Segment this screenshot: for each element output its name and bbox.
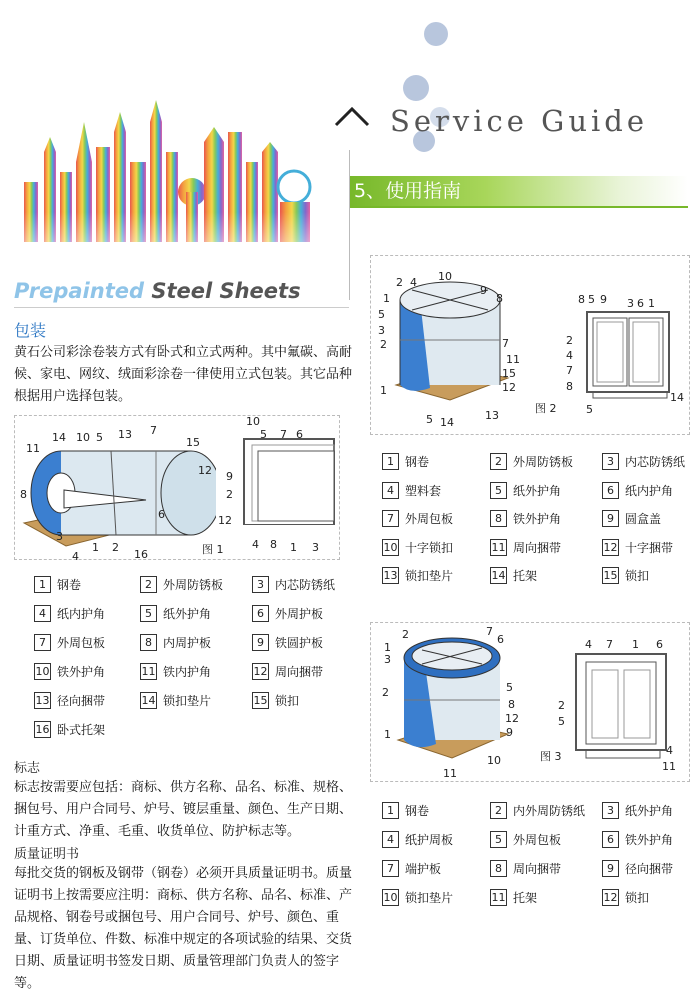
legend-label: 内芯防锈纸 [625,455,686,469]
figure3-callout: 1 [384,641,391,654]
legend-item [34,721,105,738]
legend-number: 2 [490,802,507,819]
legend-number: 5 [490,482,507,499]
section-underline [350,206,688,208]
legend-item [140,576,223,593]
legend-number: 3 [252,576,269,593]
service-guide-title: Service Guide [390,104,649,138]
figure3-cross-section-diagram [572,650,672,760]
legend-number: 7 [382,860,399,877]
figure1b-callout: 1 [290,541,297,554]
legend-item [382,453,429,470]
figure3-callout: 2 [382,686,389,699]
figure3b-callout: 11 [662,760,676,773]
figure3-callout: 12 [505,712,519,725]
legend-number: 6 [602,831,619,848]
figure2-callout: 2 [396,276,403,289]
legend-label: 锁扣垫片 [163,694,212,708]
legend-label: 周向捆带 [275,665,324,679]
figure2-callout: 5 [426,413,433,426]
legend-label: 外周防锈板 [513,455,574,469]
legend-label: 塑料套 [405,483,442,498]
brand-word-prepainted: Prepainted [14,279,145,303]
figure2-callout: 8 [496,292,503,305]
legend-item [34,634,105,651]
legend-number: 4 [34,605,51,622]
legend-number: 16 [35,723,50,736]
legend-item [34,576,81,593]
legend-label: 纸外护角 [163,607,212,621]
legend-number: 12 [253,665,268,678]
legend-number: 6 [252,605,269,622]
figure2-callout: 15 [502,367,516,380]
decor-dot [424,22,448,46]
legend-number: 15 [253,694,268,707]
legend-item [252,605,323,622]
figure2b-callout: 9 [600,293,607,306]
figure1b-callout: 2 [226,488,233,501]
legend-number: 10 [383,891,398,904]
legend-label: 铁外护角 [513,512,562,526]
figure3-callout: 9 [506,726,513,739]
figure3b-callout: 7 [606,638,613,651]
figure2b-callout: 5 [588,293,595,306]
figure1b-callout: 8 [270,538,277,551]
chevron-up-icon [333,104,371,128]
legend-number: 5 [140,605,157,622]
legend-label: 托架 [513,891,538,905]
figure2-callout: 9 [480,284,487,297]
legend-label: 径向捆带 [57,694,106,708]
legend-number: 14 [491,569,506,582]
legend-item [602,802,673,819]
legend-item [490,539,561,556]
figure3-callout: 2 [402,628,409,641]
legend-item [490,567,537,584]
figure3-callout: 5 [506,681,513,694]
legend-number: 10 [383,540,398,554]
figure1-callout: 16 [134,548,148,561]
legend-label: 径向捆带 [625,862,674,876]
legend-label: 锁扣垫片 [405,891,454,905]
figure3b-callout: 4 [666,744,673,757]
legend-label: 周向捆带 [513,540,562,555]
legend-label: 外周包板 [405,512,454,526]
legend-item [252,576,335,593]
legend-label: 纸护周板 [405,833,454,847]
legend-number: 10 [35,665,50,678]
legend-item [602,860,673,877]
legend-label: 铁外护角 [57,665,106,679]
legend-number: 8 [140,634,157,651]
legend-item [382,567,453,584]
legend-item [602,831,673,848]
figure2-callout: 7 [502,337,509,350]
figure1b-callout: 6 [296,428,303,441]
figure2b-callout: 1 [648,297,655,310]
figure3-callout: 1 [384,728,391,741]
figure1b-callout: 5 [260,428,267,441]
legend-number: 4 [382,482,399,499]
legend-label: 钢卷 [405,804,430,818]
legend-item [490,453,573,470]
figure3-callout: 3 [384,653,391,666]
figure3-caption: 图 3 [540,750,562,763]
legend-label: 纸外护角 [513,483,562,498]
legend-number: 14 [141,694,156,707]
legend-number: 4 [382,831,399,848]
figure3b-callout: 2 [558,699,565,712]
figure1-callout: 4 [72,550,79,563]
figure1b-callout: 9 [226,470,233,483]
figure3b-callout: 5 [558,715,565,728]
legend-label: 十字锁扣 [405,540,454,555]
legend-label: 纸内护角 [625,483,674,498]
legend-item [140,663,211,680]
legend-number: 1 [34,576,51,593]
legend-item [382,482,441,499]
figure3-callout: 10 [487,754,501,767]
legend-number: 13 [383,569,398,582]
legend-item [252,692,299,709]
figure3b-callout: 1 [632,638,639,651]
figure2-callout: 2 [380,338,387,351]
legend-item [34,605,105,622]
legend-number: 3 [602,453,619,470]
legend-number: 11 [491,540,506,554]
legend-item [602,453,685,470]
legend-label: 托架 [513,569,538,583]
figure3-callout: 11 [443,767,457,780]
legend-number: 3 [602,802,619,819]
legend-item [602,510,661,527]
brand-title [14,279,301,303]
figure1-callout: 5 [96,431,103,444]
figure3-callout: 7 [486,625,493,638]
figure1-callout: 7 [150,424,157,437]
figure2b-callout: 3 [627,297,634,310]
certificate-text: 每批交货的钢板及钢带（钢卷）必须开具质量证明书。质量证明书上按需要应注明：商标、供方名称、品名、标准、产品规格、钢卷号或捆包号、用户合同号、炉号、颜色、重量、订货单位、件数、标准中规定的各项试验的结果、交货日期、质量证明书签发日期、质量管理部门负责人的签字等。 [14,866,353,991]
certificate-heading: 质量证明书 [14,847,80,862]
legend-label: 十字捆带 [625,540,674,555]
legend-item [490,831,561,848]
figure2b-callout: 8 [566,380,573,393]
legend-number: 9 [602,860,619,877]
figure2b-callout: 7 [566,364,573,377]
figure3-vertical-coil-diagram [392,630,512,765]
legend-label: 铁内护角 [163,665,212,679]
figure3-callout: 8 [508,698,515,711]
legend-number: 1 [382,802,399,819]
legend-item [602,567,649,584]
legend-item [490,860,561,877]
figure2-callout: 1 [383,292,390,305]
figure2b-callout: 2 [566,334,573,347]
legend-number: 9 [252,634,269,651]
legend-number: 7 [34,634,51,651]
legend-number: 8 [490,510,507,527]
figure1-callout: 11 [26,442,40,455]
legend-label: 卧式托架 [57,723,106,737]
figure1-callout: 8 [20,488,27,501]
legend-item [252,663,323,680]
legend-number: 12 [603,891,618,904]
figure2-callout: 11 [506,353,520,366]
figure3b-callout: 6 [656,638,663,651]
figure1-caption: 图 1 [202,543,224,556]
legend-item [490,510,561,527]
section-title-bar: 5、使用指南 [350,176,688,206]
figure2b-callout: 4 [566,349,573,362]
figure2-callout: 3 [378,324,385,337]
figure2-vertical-coil-diagram [390,270,510,410]
figure2-caption: 图 2 [535,402,557,415]
figure1-callout: 3 [56,530,63,543]
legend-item [602,889,649,906]
legend-number: 2 [140,576,157,593]
figure1-callout: 10 [76,431,90,444]
legend-item [252,634,323,651]
figure1b-callout: 12 [218,514,232,527]
legend-number: 6 [602,482,619,499]
legend-label: 端护板 [405,862,442,876]
legend-number: 12 [603,540,618,554]
figure1-callout: 1 [92,541,99,554]
figure2-callout: 5 [378,308,385,321]
legend-label: 外周包板 [513,833,562,847]
legend-number: 9 [602,510,619,527]
legend-number: 2 [490,453,507,470]
legend-label: 圆盒盖 [625,512,662,526]
legend-label: 锁扣 [275,694,300,708]
legend-item [382,860,441,877]
figure2-cross-section-diagram [583,308,673,403]
legend-label: 内芯防锈纸 [275,578,336,592]
figure3-callout: 6 [497,633,504,646]
figure2-callout: 12 [502,381,516,394]
figure1-callout: 2 [112,541,119,554]
legend-label: 纸外护角 [625,804,674,818]
legend-label: 外周包板 [57,636,106,650]
figure2b-callout: 8 [578,293,585,306]
figure1b-callout: 7 [280,428,287,441]
legend-label: 纸内护角 [57,607,106,621]
legend-label: 铁圆护板 [275,636,324,650]
legend-item [34,663,105,680]
legend-item [490,482,561,499]
marking-heading: 标志 [14,761,41,776]
figure2-callout: 4 [410,276,417,289]
legend-number: 1 [382,453,399,470]
figure1-callout: 12 [198,464,212,477]
legend-label: 锁扣 [625,569,650,583]
figure1b-callout: 4 [252,538,259,551]
legend-item [140,634,211,651]
legend-item [602,482,673,499]
legend-number: 8 [490,860,507,877]
legend-number: 7 [382,510,399,527]
figure2b-callout: 6 [637,297,644,310]
figure2b-callout: 5 [586,403,593,416]
legend-item [382,831,453,848]
legend-label: 铁外护角 [625,833,674,847]
legend-number: 11 [491,891,506,904]
legend-item [602,539,673,556]
legend-number: 13 [35,694,50,707]
legend-label: 锁扣 [625,891,650,905]
legend-label: 钢卷 [57,578,82,592]
legend-item [382,802,429,819]
legend-item [382,539,453,556]
legend-item [382,510,453,527]
figure1b-callout: 3 [312,541,319,554]
packing-heading: 包装 [14,321,47,340]
legend-item [490,889,537,906]
legend-label: 内外周防锈纸 [513,804,586,818]
figure2-callout: 14 [440,416,454,429]
city-skyline-illustration [14,92,324,282]
figure2-callout: 1 [380,384,387,397]
figure3b-callout: 4 [585,638,592,651]
brand-underline [14,307,349,308]
brand-word-steel-sheets: Steel Sheets [151,279,301,303]
legend-number: 15 [603,569,618,582]
legend-label: 周向捆带 [513,862,562,876]
figure1b-callout: 10 [246,415,260,428]
marking-text: 标志按需要应包括：商标、供方名称、品名、标准、规格、捆包号、用户合同号、炉号、镀层重量、颜色、生产日期、计重方式、净重、毛重、收货单位、防护标志等。 [14,780,353,839]
figure2-callout: 10 [438,270,452,283]
legend-label: 内周护板 [163,636,212,650]
legend-item [140,692,211,709]
legend-number: 5 [490,831,507,848]
legend-label: 外周护板 [275,607,324,621]
legend-item [34,692,105,709]
figure1-callout: 15 [186,436,200,449]
legend-label: 外周防锈板 [163,578,224,592]
legend-item [490,802,585,819]
divider-line [349,150,350,300]
figure1-callout: 6 [158,508,165,521]
figure2b-callout: 14 [670,391,684,404]
figure1-callout: 14 [52,431,66,444]
figure1-callout: 13 [118,428,132,441]
legend-item [382,889,453,906]
decor-dot [403,75,429,101]
packing-intro: 黄石公司彩涂卷装方式有卧式和立式两种。其中氟碳、高耐候、家电、网纹、绒面彩涂卷一律使用立式包装。其它品种根据用户选择包装。 [14,345,353,404]
figure2-callout: 13 [485,409,499,422]
legend-number: 11 [141,665,156,678]
legend-label: 锁扣垫片 [405,569,454,583]
legend-label: 钢卷 [405,455,430,469]
legend-item [140,605,211,622]
